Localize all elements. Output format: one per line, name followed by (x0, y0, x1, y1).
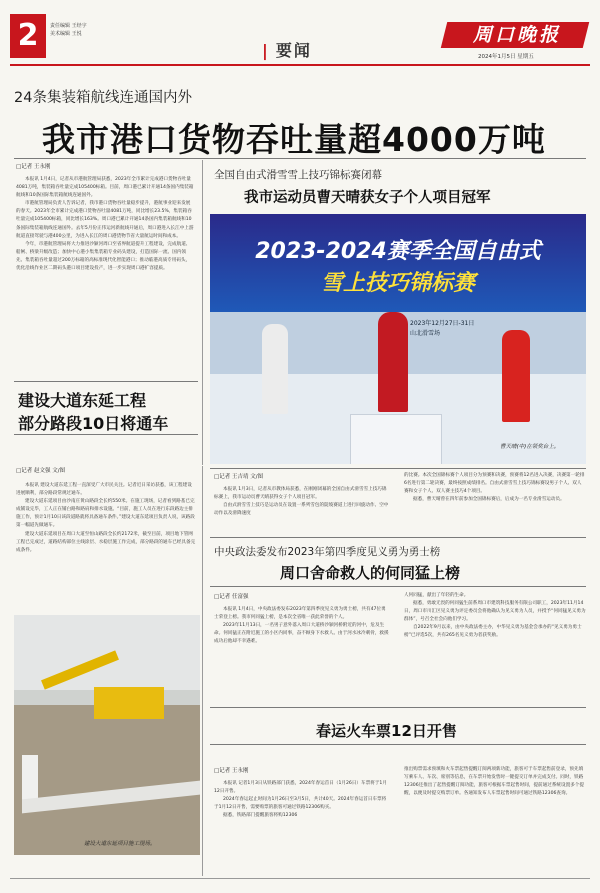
editor-line-2: 美术编辑 王悦 (50, 31, 82, 37)
article4-paragraph: 自2022年9月以来，由中央政法委主办，中华见义勇为基金会承办的“见义勇为勇士榜”已评选5次，共有265名见义勇为者获奖励。 (404, 625, 582, 639)
article4-paragraph: 2023年11月13日，一名男子意外落入周口大道桥沙颍河桥附近的河中，危及生命。何同猛正在附近施工的小区内同事，奋不顾身下水救人。由于河水冰冷刺骨，救援成功后他却不幸遇难。 (214, 623, 389, 645)
construction-photo (14, 615, 200, 855)
article3-paragraph: 本报讯 1月3日，记者从市教体局获悉，在刚刚闭幕的全国自由式滑雪雪上技巧锦标赛上，我市运动员曹天晴获得女子个人项目冠军。 (214, 487, 387, 501)
article1-body (16, 176, 194, 379)
athlete-left (262, 324, 288, 414)
article2-paragraph: 建设大道东延项目在周口大道至恒山路段全长约2172米，截至目前，项目地下管网工程已完成过，道路结构部位主线涂层、水稳层施工作完成，部分路段的通车已经具备完成条件。 (16, 531, 196, 553)
article2-body (16, 482, 196, 612)
article2-divider (14, 434, 198, 435)
header-divider (10, 64, 590, 66)
article5-paragraph: 推出购票需求预填和火车票起售提醒订阅两项新功能，旅客可于车票起售前登录，预先填写乘车人、车次、席别等信息，在车票开始发售时一键提交订单并完成支付。同时，铁路12306还推出了起售提醒订阅功能，旅客可根据车票起售时间，提前通过系统设置多个提醒，以便及时提交购票订单。各通知发布人车票起售时间可通过铁路12306查询。 (404, 767, 584, 797)
editor-credits (50, 22, 87, 38)
article2-top-rule (14, 381, 198, 382)
column-divider-lower (202, 466, 203, 876)
article5-paragraph: 本报讯 记者1月3日从铁路部门获悉，2024年春运首日（1月26日）车票将于1月12日开售。 (214, 781, 387, 795)
photo-banner-title-2: 雪上技巧锦标赛 (320, 271, 475, 296)
editor-line-1: 责任编辑 王经宇 (50, 23, 87, 29)
dirt-ground (14, 705, 200, 855)
excavator-body (94, 687, 164, 719)
article4-body-left (214, 606, 390, 702)
article3-paragraph: 据悉，曹天晴曾在四年前参加全国锦标赛后，后成为一名专业滑雪运动员。 (413, 497, 565, 503)
article1-headline: 我市港口货物吞吐量超4000万吨 (42, 120, 546, 159)
article5-headline: 春运火车票12日开售 (316, 722, 457, 740)
article4-body-right (404, 592, 586, 702)
article1-paragraph: 市港航管理局负责人告诉记者，我市港口货物吞吐量稳步提升，港航事业迎来发展的春天。2023年全市累计完成港口货物吞吐量4081万吨，同比增长23.5%，集装箱吞吐量完成105400标箱，同比增长163%。周口港已累计开通14条国内集装箱航线和10条国际集装箱航线连通国外。去年5月份正伟运河新航线开通后，周口港进入长江中上游航道直接驾驶与港400公里，为进入长江的周口港货物节省大量航运时间和成本。 (16, 201, 194, 239)
article4-headline: 周口舍命救人的何同猛上榜 (280, 564, 461, 582)
article3-paragraph: 自由式滑雪雪上技巧是运动员在设置一系列雪包的陡坡赛道上进行回旋动作、空中动作以及滑降速度 (214, 503, 389, 517)
article3-body-left (214, 486, 390, 532)
issue-date: 2024年1月5日 星期五 (478, 54, 534, 60)
construction-photo-caption: 建设大道东延项目施工现场。 (84, 841, 156, 847)
article4-divider (210, 586, 586, 587)
article3-body-right (404, 472, 586, 532)
ski-photo-caption: 曹天晴(中)在领奖台上。 (500, 444, 560, 450)
article1-kicker: 24条集装箱航线连通国内外 (14, 90, 192, 106)
paper-name: 周口晚报 (472, 24, 561, 46)
article1-divider (14, 158, 586, 159)
page-number: 2 (17, 18, 39, 53)
athlete-center (378, 312, 408, 412)
article3-byline: □记者 王吉靖 文/图 (214, 474, 264, 480)
page-number-badge (10, 14, 46, 58)
article4-paragraph: 人何同猛，献出了年轻的生命。 (404, 593, 469, 598)
article1-paragraph: 今年，市港航管理局将大力推进沙颍河周口至省界航道提升工程建设，完成航道、船闸、桥梁升级改造；加快中心港小集集装箱专业码头建设，打造国际一流、国内领先、集装箱吞吐量超过200万标箱的高标准现代化智能港口；推动临港高质专用码头，优化沿线作业区二期码头港口项目建设投产，进一步实现周口港扩容提质。 (16, 241, 191, 272)
article2-paragraph: 建设大道东延项目由沙南庄黄山路段全长约550米。在施工现场，记者看到路基已完成铺设完毕，工人正在铺白路和路肩和排水设施。“目前，施工人员在进行东段路边主排施工作，预计1月10日该段道路就将具备通车条件。”建设大道东延项目负责人说，该路段第一幅道先做通车。 (16, 499, 195, 529)
article4-paragraph: 本报讯 1月4日，中央政法委发布2023年第四季度见义勇为勇士榜，共有47位勇士荣登上榜。我市何同猛上榜，是本次全省唯一获此荣誉的个人。 (214, 607, 386, 621)
athlete-right (502, 330, 530, 422)
photo-banner-venue: 山北滑雪场 (410, 330, 441, 337)
photo-banner-date: 2023年12月27日-31日 (410, 320, 475, 327)
article5-body-left (214, 780, 390, 868)
article2-headline-1: 建设大道东延工程 (18, 391, 147, 410)
article1-paragraph: 本报讯 1月4日，记者从市港航管理局获悉，2023年全市累计完成港口货物吞吐量4081万吨，集装箱吞吐量完成105400标箱。目前，周口港已累计开通14条国内集装箱航线和10条国际集装箱航线连通国外。 (16, 177, 194, 199)
article5-top-rule (210, 707, 586, 708)
article3-photo-rule (210, 468, 586, 469)
article5-paragraph: 2024年春运起止时间为1月26日至3月5日，共计40天。2024年春运首日车票将于1月12日开售，需要购票的旅客可通过铁路12306购买。 (214, 797, 387, 811)
article2-headline-2: 部分路段10日将通车 (18, 414, 169, 433)
article3-headline: 我市运动员曹天晴获女子个人项目冠军 (244, 190, 491, 206)
article4-top-rule (210, 537, 586, 538)
photo-banner-title-1: 2023-2024赛季全国自由式 (255, 239, 541, 264)
section-title: | 要闻 (262, 41, 312, 60)
article4-byline: □记者 任富强 (214, 594, 249, 600)
article3-kicker: 全国自由式滑雪雪上技巧锦标赛闭幕 (214, 169, 382, 181)
page-bottom-rule (10, 878, 590, 879)
article3-paragraph: 的比赛。本次全国锦标赛个人项目分为预赛和决赛，预赛将12名进入决赛，决赛第一轮排6名进行第二轮决赛，最终按照成绩排名。自由式滑雪雪上技巧锦标赛设男子个人、双人赛和女子个人、双人赛主技巧4个项目。 (404, 473, 585, 495)
article5-paragraph: 据悉，铁路部门提醒旅客将购12306 (223, 813, 298, 819)
podium (350, 414, 442, 464)
article2-byline: □记者 赵文强 文/图 (16, 468, 66, 474)
article5-body-right (404, 766, 586, 868)
article4-kicker: 中央政法委发布2023年第四季度见义勇为勇士榜 (214, 546, 441, 558)
article5-divider (210, 744, 586, 745)
article4-paragraph: 据悉，勇敢无畏的何同猛生前系周口市建筑科技服务有限公司职工，2023年11月14日，周口市川汇区见义勇为评定委员会将他确认为见义勇为人员，并授予“何同猛见义勇为群体”，号召全社会向他们学习。 (404, 601, 586, 623)
article1-byline: □记者 王永刚 (16, 164, 51, 170)
column-divider (202, 160, 203, 465)
article5-byline: □记者 王永刚 (214, 768, 249, 774)
article2-paragraph: 本报讯 建设大道东延工程一直深受广大市民关注。记者近日采访获悉，该工程建设进展顺利，部分路段常规过通车。 (16, 483, 192, 497)
ski-photo (210, 214, 586, 464)
